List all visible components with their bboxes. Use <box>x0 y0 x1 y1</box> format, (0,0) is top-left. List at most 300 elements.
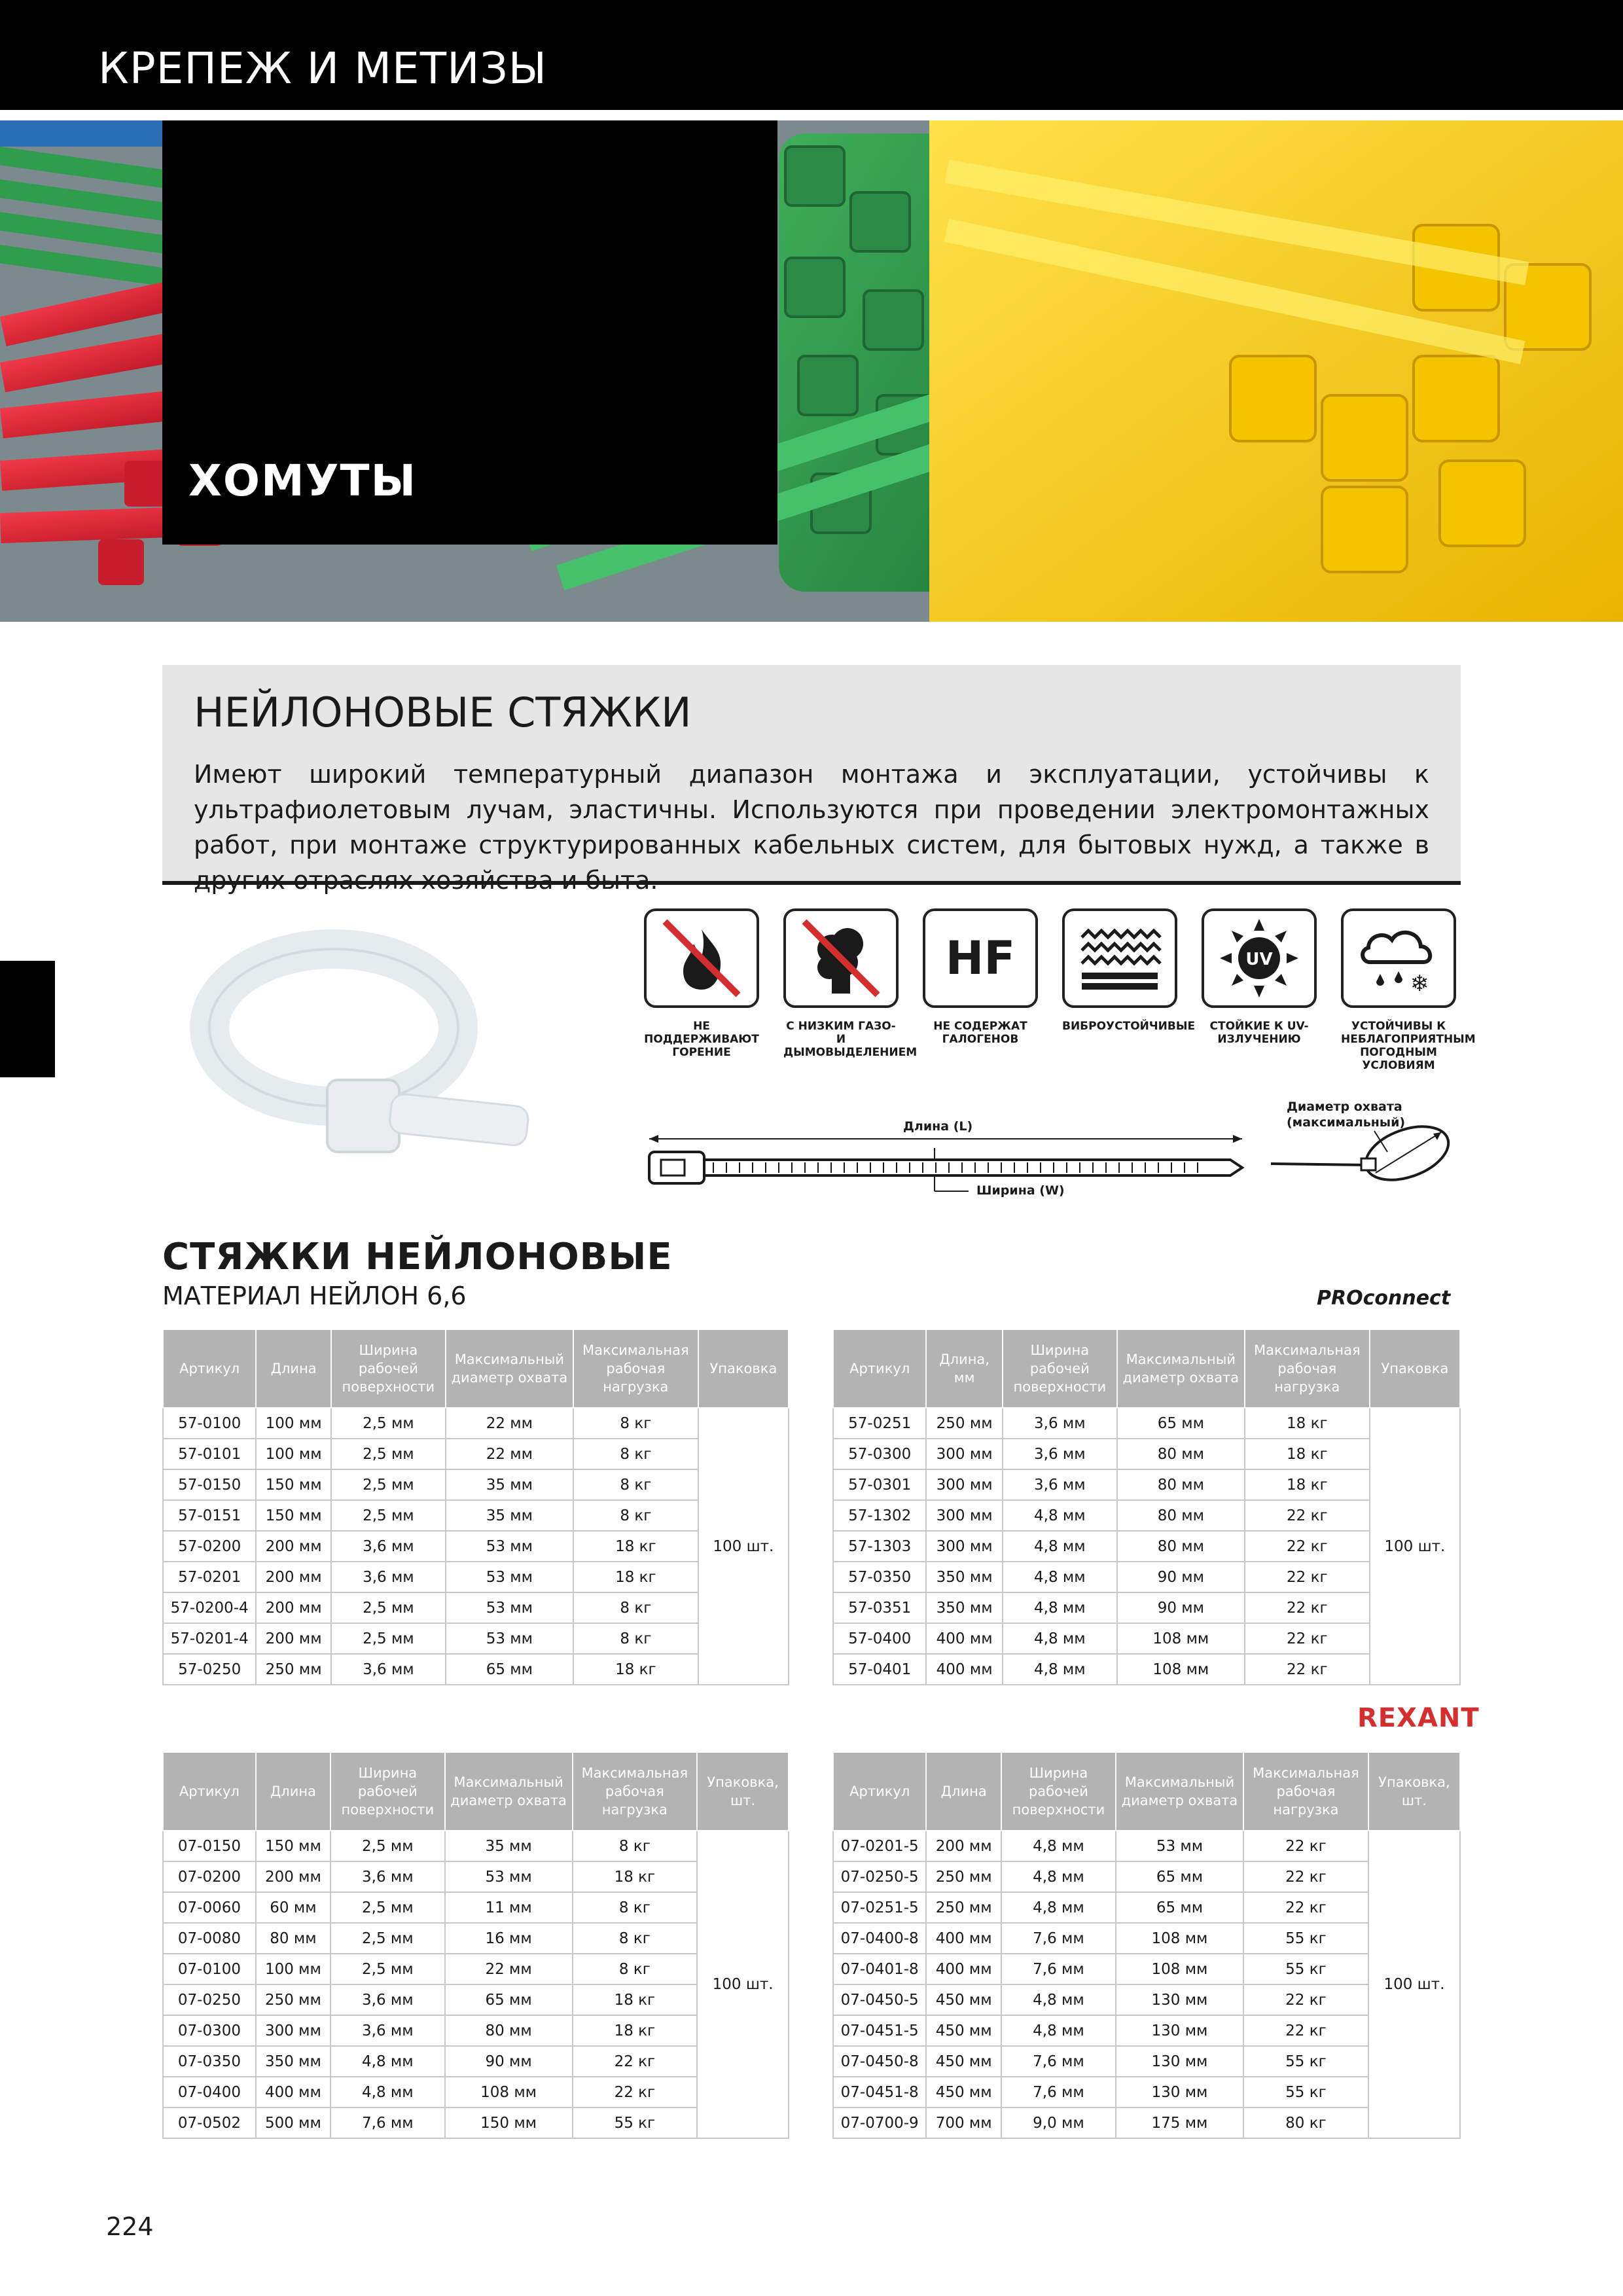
table-cell: 130 мм <box>1116 2077 1243 2108</box>
column-header: Максимальная рабочая нагрузка <box>1245 1329 1370 1408</box>
table-row <box>163 1654 789 1685</box>
table-cell: 108 мм <box>1116 1954 1243 1984</box>
table-cell: 18 кг <box>573 2015 698 2046</box>
table-cell: 57-1302 <box>833 1500 926 1531</box>
table-cell: 35 мм <box>446 1469 573 1500</box>
table-cell: 07-0502 <box>163 2108 256 2138</box>
table-cell: 65 мм <box>1116 1861 1243 1892</box>
table-cell: 57-0401 <box>833 1654 926 1685</box>
table-cell: 18 кг <box>573 1531 698 1562</box>
table-cell: 3,6 мм <box>330 2015 445 2046</box>
table-cell: 4,8 мм <box>1001 2015 1116 2046</box>
feature-weather <box>1341 908 1476 1072</box>
table-row <box>163 2108 789 2138</box>
table-row <box>163 1592 789 1623</box>
table-cell: 07-0251-5 <box>833 1892 926 1923</box>
table-row <box>163 2046 789 2077</box>
tie-dimensions-diagram <box>641 1100 1463 1217</box>
table-cell: 4,8 мм <box>1001 1861 1116 1892</box>
table-cell: 2,5 мм <box>331 1439 446 1469</box>
feature-halogen-free <box>923 908 1038 1046</box>
table-cell: 18 кг <box>573 1562 698 1592</box>
feature-caption: УСТОЙЧИВЫ К НЕБЛАГОПРИЯТНЫМ ПОГОДНЫМ УСЛОВИЯМ <box>1341 1020 1476 1072</box>
diameter-label: Диаметр охвата <box>1287 1100 1402 1114</box>
table-cell: 35 мм <box>446 1500 573 1531</box>
weather-icon <box>1344 911 1454 1005</box>
table-cell: 400 мм <box>256 2077 330 2108</box>
table-cell: 3,6 мм <box>1003 1469 1117 1500</box>
table-cell: 100 мм <box>256 1439 331 1469</box>
table-cell: 200 мм <box>926 1831 1001 1861</box>
table-cell: 2,5 мм <box>330 1923 445 1954</box>
halogen-free-icon <box>925 911 1035 1005</box>
header-bar <box>0 0 1623 110</box>
table-cell: 300 мм <box>926 1531 1002 1562</box>
table-header-row <box>833 1752 1460 1831</box>
table-cell: 22 кг <box>1245 1654 1370 1685</box>
table-cell: 22 кг <box>1245 1531 1370 1562</box>
table-cell: 07-0250-5 <box>833 1861 926 1892</box>
length-label: Длина (L) <box>903 1119 973 1134</box>
table-row <box>163 1469 789 1500</box>
table-header-row <box>163 1752 789 1831</box>
hero-label-box <box>162 120 777 545</box>
column-header: Максимальный диаметр охвата <box>446 1329 573 1408</box>
table-row <box>833 1469 1460 1500</box>
table-cell: 57-0350 <box>833 1562 926 1592</box>
table-cell: 200 мм <box>256 1861 330 1892</box>
table-cell: 400 мм <box>926 1654 1002 1685</box>
column-header: Ширина рабочей поверхности <box>331 1329 446 1408</box>
table-row <box>833 2108 1460 2138</box>
table-cell: 65 мм <box>446 1654 573 1685</box>
table-row <box>163 1892 789 1923</box>
feature-caption: НЕ ПОДДЕРЖИВАЮТ ГОРЕНИЕ <box>644 1020 759 1059</box>
table-cell: 4,8 мм <box>1003 1531 1117 1562</box>
column-header: Максимальный диаметр охвата <box>445 1752 573 1831</box>
side-tab-marker <box>0 961 55 1077</box>
table-cell: 22 кг <box>1243 1892 1368 1923</box>
table-row <box>163 1831 789 1861</box>
table-row <box>833 2077 1460 2108</box>
table-cell: 80 мм <box>1117 1469 1245 1500</box>
package-cell: 100 шт. <box>698 1408 789 1685</box>
table-cell: 3,6 мм <box>331 1531 446 1562</box>
table-cell: 22 кг <box>1245 1562 1370 1592</box>
intro-heading: НЕЙЛОНОВЫЕ СТЯЖКИ <box>194 689 692 736</box>
table-cell: 07-0060 <box>163 1892 256 1923</box>
column-header: Длина <box>256 1752 330 1831</box>
column-header: Артикул <box>833 1329 926 1408</box>
column-header: Максимальный диаметр охвата <box>1116 1752 1243 1831</box>
table-cell: 9,0 мм <box>1001 2108 1116 2138</box>
table-row <box>833 2015 1460 2046</box>
table-cell: 22 кг <box>1243 1831 1368 1861</box>
table-cell: 53 мм <box>446 1562 573 1592</box>
table-row <box>833 1562 1460 1592</box>
table-row <box>833 1831 1460 1861</box>
table-cell: 150 мм <box>256 1469 331 1500</box>
product-section-title: СТЯЖКИ НЕЙЛОНОВЫЕ <box>162 1236 673 1278</box>
table-cell: 450 мм <box>926 2077 1001 2108</box>
table-cell: 90 мм <box>445 2046 573 2077</box>
table-cell: 7,6 мм <box>1001 1923 1116 1954</box>
brand-proconnect-logo: PROconnect <box>1317 1287 1451 1310</box>
table-cell: 07-0250 <box>163 1984 256 2015</box>
column-header: Упаковка <box>1370 1329 1460 1408</box>
table-cell: 57-0101 <box>163 1439 256 1469</box>
table-cell: 22 кг <box>1243 2015 1368 2046</box>
feature-no-fire <box>644 908 759 1059</box>
table-cell: 250 мм <box>926 1861 1001 1892</box>
table-row <box>833 1861 1460 1892</box>
table-cell: 250 мм <box>926 1408 1002 1439</box>
table-cell: 2,5 мм <box>330 1831 445 1861</box>
table-cell: 400 мм <box>926 1623 1002 1654</box>
table-cell: 8 кг <box>573 1623 698 1654</box>
table-cell: 07-0450-8 <box>833 2046 926 2077</box>
table-cell: 55 кг <box>1243 1954 1368 1984</box>
table-cell: 07-0451-5 <box>833 2015 926 2046</box>
table-cell: 65 мм <box>1117 1408 1245 1439</box>
table-row <box>833 1439 1460 1469</box>
table-cell: 7,6 мм <box>1001 2077 1116 2108</box>
package-cell: 100 шт. <box>697 1831 789 2138</box>
table-cell: 80 мм <box>1117 1531 1245 1562</box>
features-row <box>641 908 1476 1072</box>
table-row <box>163 2015 789 2046</box>
table-cell: 57-0251 <box>833 1408 926 1439</box>
table-row <box>833 1623 1460 1654</box>
table-cell: 150 мм <box>256 1831 330 1861</box>
column-header: Артикул <box>163 1752 256 1831</box>
table-cell: 300 мм <box>926 1469 1002 1500</box>
column-header: Максимальная рабочая нагрузка <box>1243 1752 1368 1831</box>
column-header: Максимальная рабочая нагрузка <box>573 1329 698 1408</box>
column-header: Длина <box>926 1752 1001 1831</box>
table-cell: 90 мм <box>1117 1562 1245 1592</box>
table-cell: 57-0400 <box>833 1623 926 1654</box>
svg-text:❄: ❄ <box>1410 971 1429 997</box>
feature-vibration <box>1062 908 1196 1033</box>
table-cell: 3,6 мм <box>1003 1439 1117 1469</box>
table-cell: 250 мм <box>256 1984 330 2015</box>
table-cell: 300 мм <box>926 1500 1002 1531</box>
table-cell: 53 мм <box>446 1592 573 1623</box>
table-row <box>163 1439 789 1469</box>
table-cell: 57-0200 <box>163 1531 256 1562</box>
table-cell: 22 кг <box>1245 1500 1370 1531</box>
table-cell: 55 кг <box>573 2108 698 2138</box>
table-cell: 7,6 мм <box>1001 2046 1116 2077</box>
table-cell: 22 кг <box>1243 1984 1368 2015</box>
table-cell: 8 кг <box>573 1892 698 1923</box>
table-cell: 07-0300 <box>163 2015 256 2046</box>
table-cell: 18 кг <box>573 1984 698 2015</box>
table-cell: 8 кг <box>573 1469 698 1500</box>
table-cell: 4,8 мм <box>1001 1984 1116 2015</box>
table-cell: 57-0301 <box>833 1469 926 1500</box>
table-cell: 4,8 мм <box>1003 1623 1117 1654</box>
table-cell: 57-0250 <box>163 1654 256 1685</box>
table-cell: 4,8 мм <box>1003 1592 1117 1623</box>
table-cell: 200 мм <box>256 1623 331 1654</box>
table-cell: 53 мм <box>446 1531 573 1562</box>
table-cell: 4,8 мм <box>330 2046 445 2077</box>
table-row <box>163 1954 789 1984</box>
page-number: 224 <box>106 2212 154 2241</box>
column-header: Максимальная рабочая нагрузка <box>573 1752 698 1831</box>
table-cell: 57-0200-4 <box>163 1592 256 1623</box>
table-cell: 80 мм <box>1117 1439 1245 1469</box>
table-cell: 22 кг <box>1245 1623 1370 1654</box>
table-cell: 130 мм <box>1116 1984 1243 2015</box>
column-header: Максимальный диаметр охвата <box>1117 1329 1245 1408</box>
diameter-label-sub: (максимальный) <box>1287 1115 1406 1130</box>
table-cell: 3,6 мм <box>331 1562 446 1592</box>
table-cell: 300 мм <box>926 1439 1002 1469</box>
table-row <box>163 1531 789 1562</box>
table-cell: 07-0200 <box>163 1861 256 1892</box>
intro-text: Имеют широкий температурный диапазон монтажа и эксплуатации, устойчивы к ультрафиолетовым лучам, эластичны. Используются при проведении электромонтажных работ, при монтаже структурированных кабельных систем, для бытовых нужд, а также в других отраслях хозяйства и быта. <box>194 760 1429 895</box>
intro-panel <box>162 665 1461 895</box>
table-cell: 18 кг <box>1245 1408 1370 1439</box>
table-cell: 150 мм <box>256 1500 331 1531</box>
table-cell: 53 мм <box>446 1623 573 1654</box>
table-cell: 4,8 мм <box>1001 1892 1116 1923</box>
table-cell: 57-0300 <box>833 1439 926 1469</box>
table-cell: 500 мм <box>256 2108 330 2138</box>
table-cell: 3,6 мм <box>330 1984 445 2015</box>
table-cell: 100 мм <box>256 1408 331 1439</box>
width-label: Ширина (W) <box>976 1183 1065 1198</box>
table-cell: 450 мм <box>926 1984 1001 2015</box>
table-cell: 22 кг <box>1243 1861 1368 1892</box>
table-cell: 250 мм <box>926 1892 1001 1923</box>
table-cell: 108 мм <box>1117 1623 1245 1654</box>
table-row <box>833 1408 1460 1439</box>
table-cell: 07-0100 <box>163 1954 256 1984</box>
table-cell: 350 мм <box>926 1592 1002 1623</box>
table-cell: 07-0400-8 <box>833 1923 926 1954</box>
table-cell: 4,8 мм <box>1003 1500 1117 1531</box>
table-cell: 8 кг <box>573 1954 698 1984</box>
feature-caption: СТОЙКИЕ К UV-ИЗЛУЧЕНИЮ <box>1209 1020 1309 1046</box>
table-cell: 100 мм <box>256 1954 330 1984</box>
table-cell: 8 кг <box>573 1831 698 1861</box>
uv-label: UV <box>1245 950 1273 969</box>
table-row <box>833 1500 1460 1531</box>
column-header: Артикул <box>833 1752 926 1831</box>
table-cell: 3,6 мм <box>331 1654 446 1685</box>
table-row <box>833 1592 1460 1623</box>
table-cell: 400 мм <box>926 1923 1001 1954</box>
table-cell: 700 мм <box>926 2108 1001 2138</box>
table-row <box>163 1623 789 1654</box>
table-cell: 8 кг <box>573 1439 698 1469</box>
table-row <box>833 1954 1460 1984</box>
table-cell: 18 кг <box>1245 1439 1370 1469</box>
table-cell: 65 мм <box>1116 1892 1243 1923</box>
table-cell: 80 мм <box>1117 1500 1245 1531</box>
table-cell: 57-0150 <box>163 1469 256 1500</box>
table-cell: 07-0450-5 <box>833 1984 926 2015</box>
table-cell: 57-0351 <box>833 1592 926 1623</box>
table-cell: 35 мм <box>445 1831 573 1861</box>
table-cell: 57-0100 <box>163 1408 256 1439</box>
table-cell: 250 мм <box>256 1654 331 1685</box>
table-cell: 90 мм <box>1117 1592 1245 1623</box>
table-cell: 2,5 мм <box>331 1592 446 1623</box>
table-cell: 175 мм <box>1116 2108 1243 2138</box>
table-cell: 2,5 мм <box>330 1954 445 1984</box>
table-row <box>163 1562 789 1592</box>
column-header: Длина, мм <box>926 1329 1002 1408</box>
column-header: Длина <box>256 1329 331 1408</box>
table-cell: 65 мм <box>445 1984 573 2015</box>
table-cell: 80 мм <box>445 2015 573 2046</box>
table-cell: 400 мм <box>926 1954 1001 1984</box>
table-cell: 18 кг <box>1245 1469 1370 1500</box>
column-header: Упаковка, шт. <box>697 1752 789 1831</box>
table-cell: 22 кг <box>1245 1592 1370 1623</box>
table-cell: 22 кг <box>573 2077 698 2108</box>
table-row <box>833 1984 1460 2015</box>
table-cell: 55 кг <box>1243 2077 1368 2108</box>
brand-rexant-logo: REXANT <box>1357 1703 1480 1733</box>
table-header-row <box>833 1329 1460 1408</box>
table-cell: 7,6 мм <box>330 2108 445 2138</box>
table-header-row <box>163 1329 789 1408</box>
table-cell: 4,8 мм <box>1003 1654 1117 1685</box>
table-cell: 350 мм <box>256 2046 330 2077</box>
table-cell: 11 мм <box>445 1892 573 1923</box>
table-cell: 60 мм <box>256 1892 330 1923</box>
table-cell: 2,5 мм <box>331 1408 446 1439</box>
table-cell: 450 мм <box>926 2046 1001 2077</box>
table-cell: 8 кг <box>573 1500 698 1531</box>
column-header: Ширина рабочей поверхности <box>1001 1752 1116 1831</box>
table-cell: 130 мм <box>1116 2015 1243 2046</box>
table-row <box>833 1654 1460 1685</box>
table-row <box>833 1531 1460 1562</box>
table-cell: 200 мм <box>256 1531 331 1562</box>
table-cell: 55 кг <box>1243 2046 1368 2077</box>
package-cell: 100 шт. <box>1370 1408 1460 1685</box>
feature-caption: С НИЗКИМ ГАЗО- И ДЫМОВЫДЕЛЕНИЕМ <box>783 1020 918 1059</box>
table-cell: 22 кг <box>573 2046 698 2077</box>
table-cell: 07-0451-8 <box>833 2077 926 2108</box>
column-header: Упаковка, шт. <box>1368 1752 1460 1831</box>
table-cell: 108 мм <box>445 2077 573 2108</box>
table-cell: 3,6 мм <box>1003 1408 1117 1439</box>
table-cell: 2,5 мм <box>331 1623 446 1654</box>
table-cell: 2,5 мм <box>331 1469 446 1500</box>
table-cell: 18 кг <box>573 1861 698 1892</box>
table-cell: 8 кг <box>573 1923 698 1954</box>
table-cell: 300 мм <box>256 2015 330 2046</box>
table-cell: 4,8 мм <box>1003 1562 1117 1592</box>
table-cell: 22 мм <box>445 1954 573 1984</box>
table-cell: 2,5 мм <box>331 1500 446 1531</box>
table-row <box>833 2046 1460 2077</box>
table-cell: 57-0201 <box>163 1562 256 1592</box>
no-fire-icon <box>647 911 757 1005</box>
spec-table-proconnect-1 <box>162 1329 789 1685</box>
table-cell: 57-0201-4 <box>163 1623 256 1654</box>
table-cell: 108 мм <box>1116 1923 1243 1954</box>
uv-sun-icon <box>1204 911 1314 1005</box>
table-cell: 200 мм <box>256 1592 331 1623</box>
table-cell: 80 мм <box>256 1923 330 1954</box>
table-cell: 108 мм <box>1117 1654 1245 1685</box>
table-cell: 18 кг <box>573 1654 698 1685</box>
table-cell: 07-0401-8 <box>833 1954 926 1984</box>
table-row <box>833 1892 1460 1923</box>
hero-label: ХОМУТЫ <box>188 456 417 506</box>
table-cell: 53 мм <box>1116 1831 1243 1861</box>
table-cell: 07-0080 <box>163 1923 256 1954</box>
table-cell: 7,6 мм <box>1001 1954 1116 1984</box>
table-cell: 3,6 мм <box>330 1861 445 1892</box>
column-header: Упаковка <box>698 1329 789 1408</box>
column-header: Ширина рабочей поверхности <box>330 1752 445 1831</box>
feature-low-smoke <box>783 908 918 1059</box>
table-cell: 2,5 мм <box>330 1892 445 1923</box>
column-header: Артикул <box>163 1329 256 1408</box>
table-cell: 07-0700-9 <box>833 2108 926 2138</box>
package-cell: 100 шт. <box>1368 1831 1460 2138</box>
table-row <box>163 1408 789 1439</box>
spec-table-rexant-1 <box>162 1751 789 2139</box>
table-cell: 450 мм <box>926 2015 1001 2046</box>
table-cell: 150 мм <box>445 2108 573 2138</box>
table-cell: 57-0151 <box>163 1500 256 1531</box>
table-cell: 8 кг <box>573 1408 698 1439</box>
section-title: КРЕПЕЖ И МЕТИЗЫ <box>98 43 547 94</box>
table-cell: 57-1303 <box>833 1531 926 1562</box>
vibration-icon <box>1065 911 1175 1005</box>
table-cell: 130 мм <box>1116 2046 1243 2077</box>
table-cell: 350 мм <box>926 1562 1002 1592</box>
product-section-subtitle: МАТЕРИАЛ НЕЙЛОН 6,6 <box>162 1282 467 1310</box>
table-cell: 22 мм <box>446 1439 573 1469</box>
table-row <box>163 1861 789 1892</box>
column-header: Ширина рабочей поверхности <box>1003 1329 1117 1408</box>
table-cell: 80 кг <box>1243 2108 1368 2138</box>
table-row <box>163 1984 789 2015</box>
table-cell: 07-0201-5 <box>833 1831 926 1861</box>
table-cell: 55 кг <box>1243 1923 1368 1954</box>
table-cell: 4,8 мм <box>1001 1831 1116 1861</box>
table-cell: 22 мм <box>446 1408 573 1439</box>
table-row <box>163 2077 789 2108</box>
table-row <box>163 1923 789 1954</box>
table-row <box>833 1923 1460 1954</box>
table-cell: 53 мм <box>445 1861 573 1892</box>
table-cell: 07-0150 <box>163 1831 256 1861</box>
hf-label: HF <box>945 931 1016 985</box>
table-cell: 200 мм <box>256 1562 331 1592</box>
table-cell: 07-0350 <box>163 2046 256 2077</box>
table-row <box>163 1500 789 1531</box>
cable-tie-photo <box>177 916 543 1191</box>
spec-table-rexant-2 <box>832 1751 1461 2139</box>
table-cell: 16 мм <box>445 1923 573 1954</box>
table-cell: 07-0400 <box>163 2077 256 2108</box>
table-cell: 8 кг <box>573 1592 698 1623</box>
low-smoke-icon <box>786 911 896 1005</box>
